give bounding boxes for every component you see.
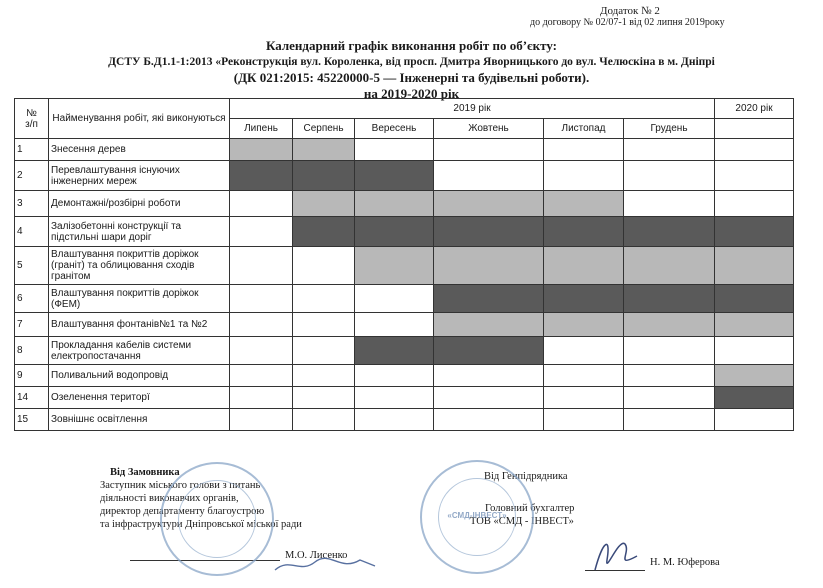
month-header: Жовтень [434, 119, 544, 139]
gantt-cell [293, 191, 355, 217]
row-number: 6 [15, 285, 49, 313]
gantt-cell [230, 285, 293, 313]
gantt-cell [544, 313, 624, 337]
gantt-cell [230, 313, 293, 337]
gantt-cell [624, 161, 715, 191]
gantt-cell [230, 365, 293, 387]
gantt-cell [355, 409, 434, 431]
header-year-2019: 2019 рік [230, 99, 715, 119]
gantt-cell [624, 365, 715, 387]
customer-position-3: директор департаменту благоустрою [100, 506, 265, 517]
gantt-cell [355, 313, 434, 337]
table-row [15, 409, 794, 431]
document-title [0, 38, 823, 102]
gantt-cell [434, 161, 544, 191]
contract-reference: до договору № 02/07-1 від 02 липня 2019року [530, 17, 725, 28]
month-header: Липень [230, 119, 293, 139]
work-name: Влаштування фонтанів№1 та №2 [49, 313, 230, 337]
row-number: 4 [15, 217, 49, 247]
work-name: Влаштування покриттів доріжок (граніт) та облицювання сходів гранітом [49, 247, 230, 285]
gantt-cell [715, 161, 794, 191]
title-line-3: (ДК 021:2015: 45220000-5 — Інженерні та будівельні роботи). [233, 70, 590, 85]
gantt-cell [624, 313, 715, 337]
header-work-name: Найменування робіт, які виконуються [49, 99, 230, 139]
table-row [15, 313, 794, 337]
header-year-2020: 2020 рік [715, 99, 794, 119]
gantt-cell [434, 409, 544, 431]
gantt-cell [230, 387, 293, 409]
row-number: 2 [15, 161, 49, 191]
gantt-cell [434, 387, 544, 409]
gantt-cell [293, 313, 355, 337]
table-row [15, 139, 794, 161]
schedule-table [14, 98, 794, 431]
table-row [15, 161, 794, 191]
gantt-cell [624, 217, 715, 247]
customer-heading: Від Замовника [110, 467, 180, 478]
work-name: Знесення дерев [49, 139, 230, 161]
month-header [715, 119, 794, 139]
gantt-cell [624, 191, 715, 217]
gantt-cell [293, 285, 355, 313]
row-number: 14 [15, 387, 49, 409]
contractor-handwritten-signature [585, 530, 645, 578]
work-name: Перевлаштування існуючих інженерних мереж [49, 161, 230, 191]
gantt-cell [355, 337, 434, 365]
customer-name: М.О. Лисенко [285, 550, 348, 561]
gantt-cell [715, 365, 794, 387]
work-name: Влаштування покриттів доріжок (ФЕМ) [49, 285, 230, 313]
gantt-cell [355, 217, 434, 247]
gantt-cell [355, 285, 434, 313]
month-header: Листопад [544, 119, 624, 139]
gantt-cell [230, 161, 293, 191]
customer-position-2: діяльності виконавчих органів, [100, 493, 239, 504]
gantt-cell [230, 217, 293, 247]
customer-position-4: та інфраструктури Дніпровської міської ради [100, 519, 302, 530]
addendum-label: Додаток № 2 [600, 5, 660, 17]
row-number: 5 [15, 247, 49, 285]
contractor-heading: Від Генпідрядника [484, 471, 568, 482]
gantt-cell [230, 139, 293, 161]
table-row [15, 247, 794, 285]
gantt-cell [544, 161, 624, 191]
work-name: Залізобетонні конструкції та підстильні шари доріг [49, 217, 230, 247]
gantt-cell [624, 409, 715, 431]
gantt-cell [293, 161, 355, 191]
gantt-cell [293, 337, 355, 365]
customer-position-1: Заступник міського голови з питань [100, 480, 261, 491]
gantt-cell [544, 139, 624, 161]
gantt-cell [715, 313, 794, 337]
table-row [15, 191, 794, 217]
header-number: № з/п [15, 99, 49, 139]
contractor-company: ТОВ «СМД - ІНВЕСТ» [470, 516, 574, 527]
row-number: 8 [15, 337, 49, 365]
gantt-cell [293, 409, 355, 431]
work-name: Демонтажні/розбірні роботи [49, 191, 230, 217]
table-row [15, 217, 794, 247]
work-name: Зовнішнє освітлення [49, 409, 230, 431]
gantt-cell [624, 285, 715, 313]
gantt-cell [293, 387, 355, 409]
title-line-2: ДСТУ Б.Д1.1-1:2013 «Реконструкція вул. Короленка, від просп. Дмитра Яворницького до вул. Челюскіна в м. Дніпрі [108, 56, 715, 68]
row-number: 15 [15, 409, 49, 431]
gantt-cell [293, 247, 355, 285]
gantt-cell [293, 217, 355, 247]
contractor-name: Н. М. Юферова [650, 557, 720, 568]
gantt-cell [355, 139, 434, 161]
gantt-cell [355, 191, 434, 217]
gantt-cell [434, 139, 544, 161]
gantt-cell [355, 161, 434, 191]
gantt-cell [434, 247, 544, 285]
gantt-cell [544, 365, 624, 387]
gantt-cell [715, 409, 794, 431]
gantt-cell [230, 191, 293, 217]
contractor-position: Головний бухгалтер [485, 503, 575, 514]
gantt-cell [544, 285, 624, 313]
work-name: Поливальний водопровід [49, 365, 230, 387]
gantt-cell [544, 409, 624, 431]
gantt-cell [544, 191, 624, 217]
month-header: Грудень [624, 119, 715, 139]
gantt-cell [715, 217, 794, 247]
customer-handwritten-signature [270, 552, 380, 578]
title-line-4: на 2019-2020 рік [363, 86, 460, 101]
month-header: Серпень [293, 119, 355, 139]
gantt-cell [293, 139, 355, 161]
gantt-cell [715, 387, 794, 409]
gantt-cell [230, 247, 293, 285]
gantt-cell [355, 247, 434, 285]
table-row [15, 337, 794, 365]
work-name: Озеленення територї [49, 387, 230, 409]
gantt-cell [230, 337, 293, 365]
row-number: 3 [15, 191, 49, 217]
row-number: 9 [15, 365, 49, 387]
gantt-cell [434, 217, 544, 247]
table-row [15, 365, 794, 387]
gantt-cell [293, 365, 355, 387]
title-line-1: Календарний графік виконання робіт по об’єкту: [265, 38, 558, 53]
month-header: Вересень [355, 119, 434, 139]
gantt-cell [355, 365, 434, 387]
row-number: 1 [15, 139, 49, 161]
gantt-cell [715, 139, 794, 161]
gantt-cell [434, 285, 544, 313]
gantt-cell [434, 337, 544, 365]
table-row [15, 285, 794, 313]
gantt-cell [544, 337, 624, 365]
gantt-cell [715, 285, 794, 313]
table-row [15, 387, 794, 409]
gantt-cell [715, 191, 794, 217]
gantt-cell [355, 387, 434, 409]
gantt-cell [715, 247, 794, 285]
gantt-cell [230, 409, 293, 431]
customer-stamp-icon [160, 462, 274, 576]
gantt-cell [624, 139, 715, 161]
row-number: 7 [15, 313, 49, 337]
work-name: Прокладання кабелів системи електропостачання [49, 337, 230, 365]
gantt-cell [624, 247, 715, 285]
gantt-cell [434, 191, 544, 217]
contractor-stamp-label: «СМД-ІНВЕСТ» [447, 511, 507, 520]
gantt-cell [715, 337, 794, 365]
gantt-cell [544, 387, 624, 409]
gantt-cell [624, 387, 715, 409]
contractor-stamp-icon [420, 460, 534, 574]
gantt-cell [544, 247, 624, 285]
gantt-cell [624, 337, 715, 365]
gantt-cell [544, 217, 624, 247]
gantt-cell [434, 365, 544, 387]
gantt-cell [434, 313, 544, 337]
